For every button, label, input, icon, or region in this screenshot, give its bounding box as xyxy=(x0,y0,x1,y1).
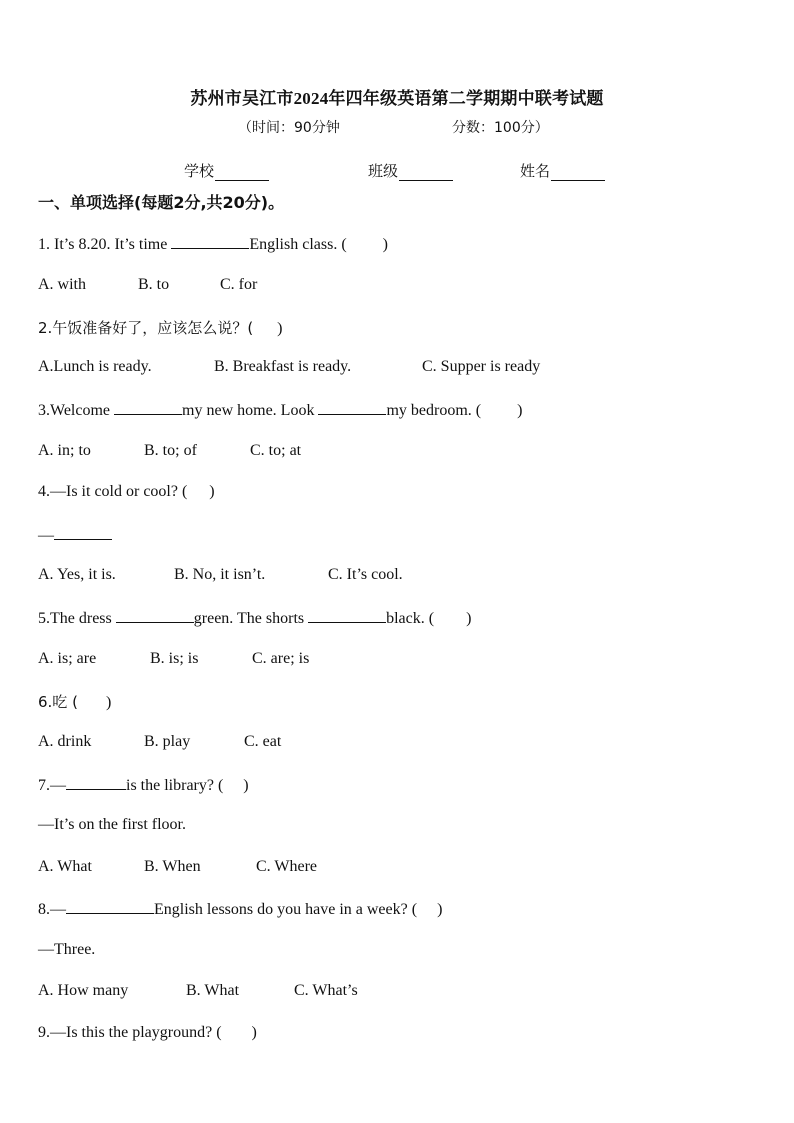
option-b[interactable]: B. to xyxy=(138,276,170,293)
answer-blank[interactable] xyxy=(66,775,126,790)
option-c[interactable]: C. are; is xyxy=(252,650,310,667)
stem-text: ) xyxy=(466,610,472,627)
stem-text: ) xyxy=(105,694,112,711)
stem-text: 9.—Is this the playground? ( xyxy=(38,1024,222,1041)
option-b[interactable]: B. No, it isn’t. xyxy=(174,566,266,583)
stem-text: 7.— xyxy=(38,777,66,794)
option-a[interactable]: A.Lunch is ready. xyxy=(38,358,152,375)
option-b[interactable]: B. When xyxy=(144,858,201,875)
option-b[interactable]: B. What xyxy=(186,982,240,999)
stem-text: 4.—Is it cold or cool? ( xyxy=(38,483,188,500)
question-3-stem xyxy=(38,400,522,420)
class-field xyxy=(368,160,453,181)
answer-blank[interactable] xyxy=(66,899,154,914)
stem-text: 5.The dress xyxy=(38,610,116,627)
option-a[interactable]: A. is; are xyxy=(38,650,97,667)
stem-text: ) xyxy=(382,236,388,253)
name-label: 姓名 xyxy=(520,162,551,180)
stem-text: 3.Welcome xyxy=(38,402,115,419)
option-c[interactable]: C. What’s xyxy=(294,982,358,999)
name-blank[interactable] xyxy=(551,166,605,181)
option-b[interactable]: B. to; of xyxy=(144,442,197,459)
option-b[interactable]: B. play xyxy=(144,733,191,750)
reply-text: —Three. xyxy=(38,941,96,958)
name-field xyxy=(520,160,605,181)
stem-text: ) xyxy=(517,402,523,419)
stem-text: English class. ( xyxy=(249,236,347,253)
answer-blank[interactable] xyxy=(171,234,249,249)
stem-text: is the library? ( xyxy=(126,777,224,794)
option-a[interactable]: A. in; to xyxy=(38,442,91,459)
stem-text: green. The shorts xyxy=(193,610,309,627)
option-a[interactable]: A. How many xyxy=(38,982,129,999)
stem-text: 6.吃 ( xyxy=(38,693,78,711)
reply-text: — xyxy=(38,527,54,544)
option-a[interactable]: A. What xyxy=(38,858,92,875)
stem-text: 8.— xyxy=(38,901,66,918)
school-blank[interactable] xyxy=(215,166,269,181)
answer-blank[interactable] xyxy=(318,400,386,415)
stem-text: black. ( xyxy=(386,610,435,627)
class-blank[interactable] xyxy=(399,166,453,181)
answer-blank[interactable] xyxy=(308,608,386,623)
question-1-stem xyxy=(38,234,388,254)
option-c[interactable]: C. Where xyxy=(256,858,318,875)
question-7-reply xyxy=(38,816,186,834)
question-2-stem xyxy=(38,317,283,338)
stem-text: English lessons do you have in a week? ( xyxy=(154,901,418,918)
stem-text: ) xyxy=(251,1024,257,1041)
reply-text: —It’s on the first floor. xyxy=(38,816,186,833)
answer-blank[interactable] xyxy=(114,400,182,415)
time-limit: （时间：90分钟 xyxy=(238,120,340,136)
question-4-reply xyxy=(38,525,112,545)
option-c[interactable]: C. to; at xyxy=(250,442,302,459)
question-5-stem xyxy=(38,608,471,628)
class-label: 班级 xyxy=(368,162,399,180)
option-c[interactable]: C. Supper is ready xyxy=(422,358,541,375)
question-7-stem xyxy=(38,775,249,795)
question-9-stem xyxy=(38,1024,257,1042)
total-score: 分数：100分） xyxy=(452,120,549,136)
option-a[interactable]: A. Yes, it is. xyxy=(38,566,116,583)
option-a[interactable]: A. with xyxy=(38,276,86,293)
page-title: 苏州市吴江市2024年四年级英语第二学期期中联考试题 xyxy=(190,89,604,108)
option-c[interactable]: C. for xyxy=(220,276,258,293)
option-c[interactable]: C. eat xyxy=(244,733,282,750)
stem-text: 1. It’s 8.20. It’s time xyxy=(38,236,172,253)
question-8-reply xyxy=(38,941,95,959)
option-b[interactable]: B. is; is xyxy=(150,650,199,667)
stem-text: my new home. Look xyxy=(182,402,319,419)
school-label: 学校 xyxy=(184,162,215,180)
school-field xyxy=(184,160,269,181)
question-4-stem xyxy=(38,483,215,501)
question-6-stem xyxy=(38,691,111,712)
stem-text: ) xyxy=(437,901,443,918)
stem-text: ) xyxy=(243,777,249,794)
stem-text: ) xyxy=(277,320,283,337)
stem-text: my bedroom. ( xyxy=(386,402,482,419)
option-a[interactable]: A. drink xyxy=(38,733,92,750)
question-8-stem xyxy=(38,899,442,919)
answer-blank[interactable] xyxy=(54,525,112,540)
stem-text: 2.午饭准备好了，应该怎么说？( xyxy=(38,319,254,337)
answer-blank[interactable] xyxy=(116,608,194,623)
option-b[interactable]: B. Breakfast is ready. xyxy=(214,358,352,375)
section-title: 一、单项选择(每题2分,共20分)。 xyxy=(38,193,285,212)
stem-text: ) xyxy=(209,483,215,500)
option-c[interactable]: C. It’s cool. xyxy=(328,566,403,583)
